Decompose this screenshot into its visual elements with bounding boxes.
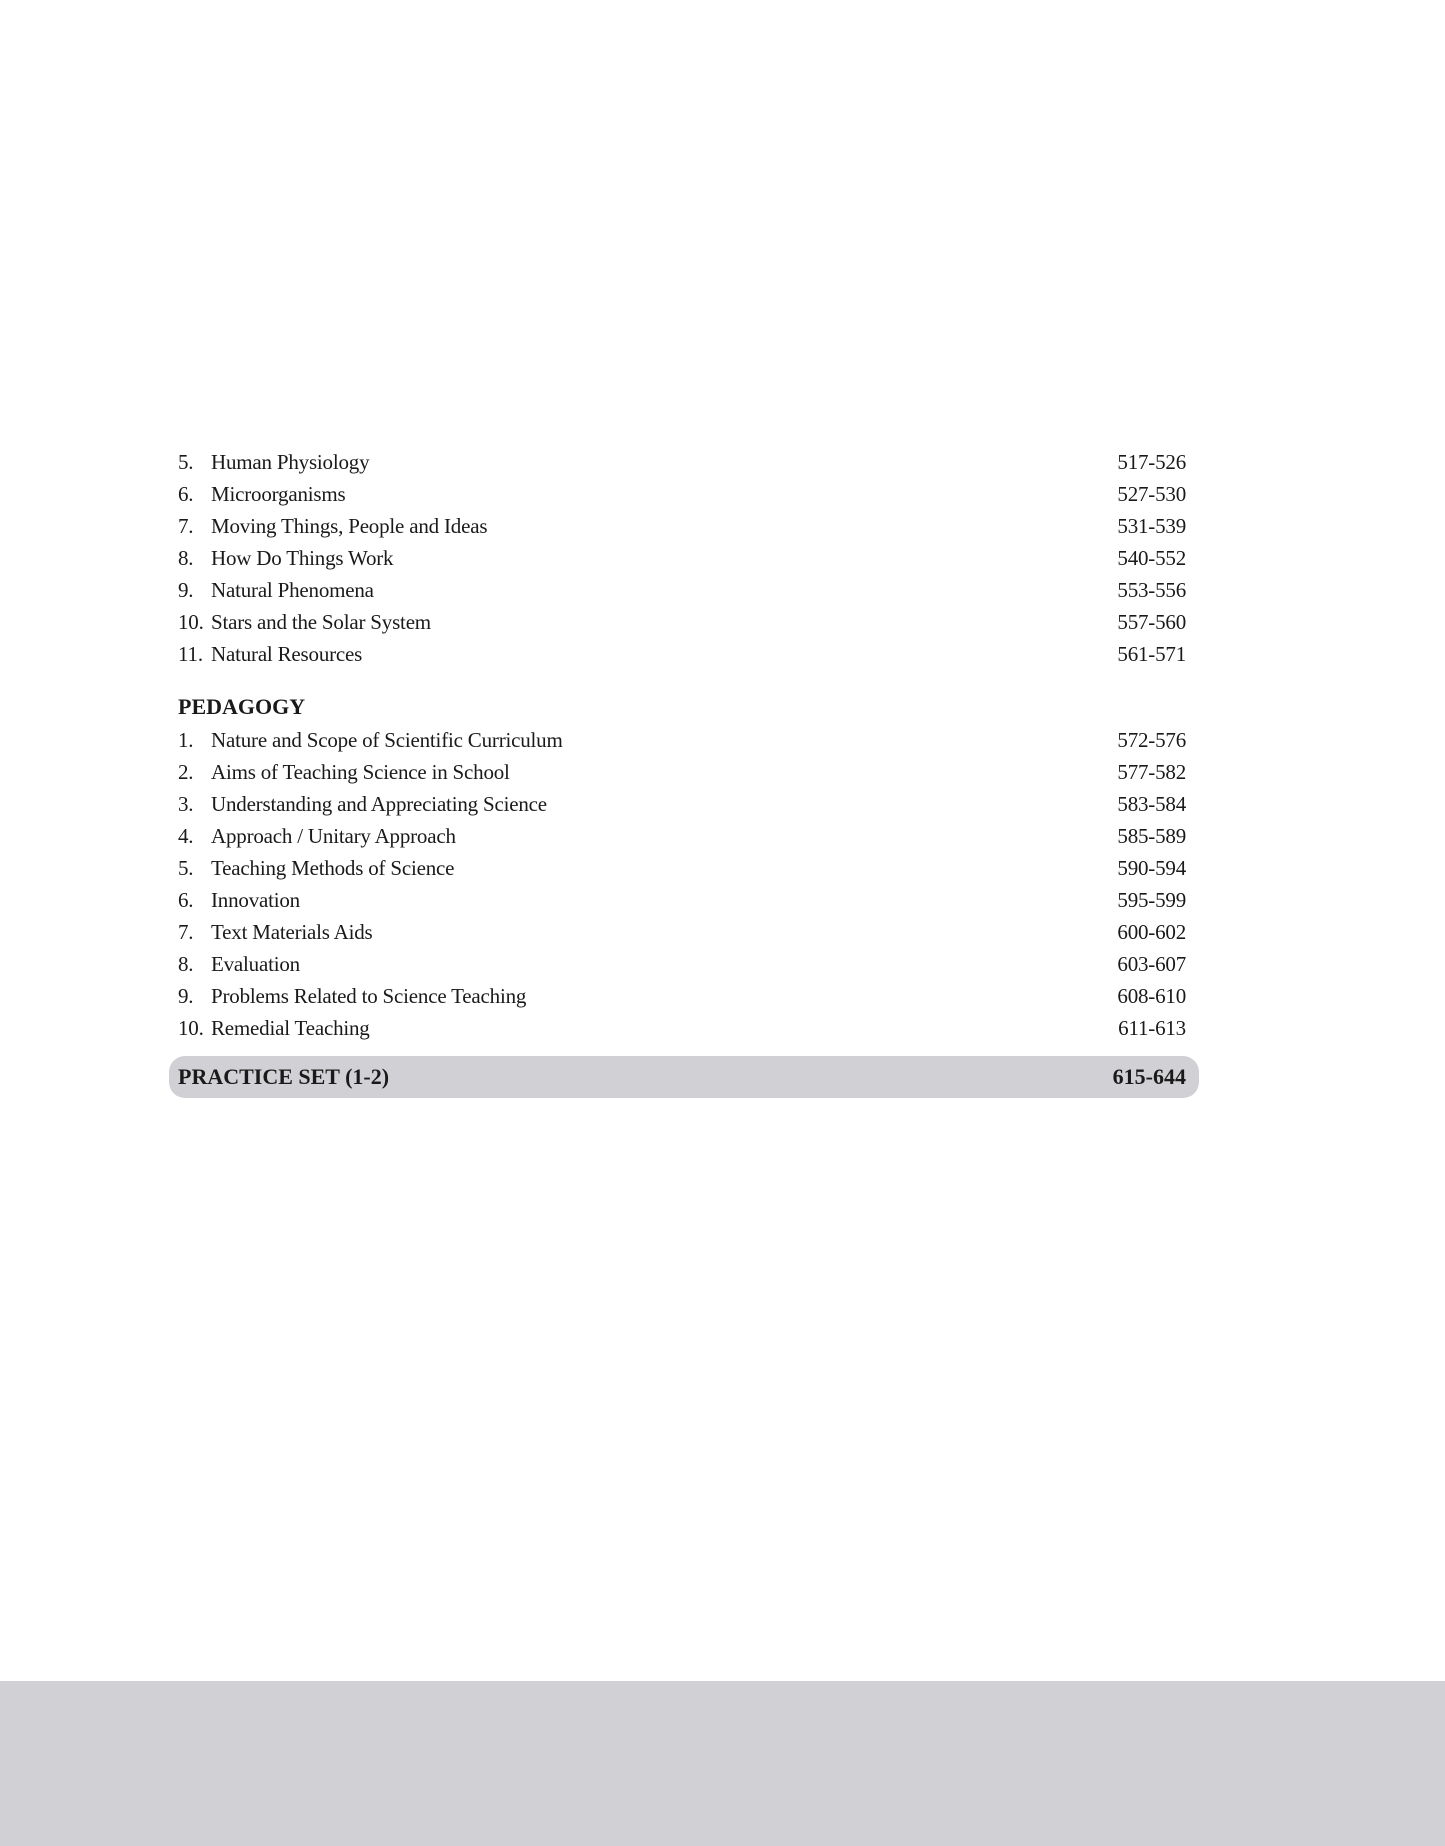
toc-entry-title: Innovation [211,887,300,912]
toc-entry-title: Aims of Teaching Science in School [211,759,510,784]
toc-entry-title: How Do Things Work [211,545,394,570]
toc-entry-title: Stars and the Solar System [211,609,431,634]
toc-entry-pages: 540-552 [1117,545,1186,570]
toc-entry [178,606,1186,638]
toc-entry [178,884,1186,916]
toc-entry-title: Problems Related to Science Teaching [211,983,527,1008]
toc-entry-pages: 595-599 [1117,887,1186,912]
toc-entry [178,980,1186,1012]
toc-entry-title: Understanding and Appreciating Science [211,791,547,816]
toc-entry [178,916,1186,948]
toc-entry-title: Natural Resources [211,641,363,666]
toc-entry-pages: 583-584 [1117,791,1186,816]
toc-entry-pages: 561-571 [1117,641,1186,666]
toc-entry-title: Remedial Teaching [211,1015,370,1040]
toc-entry-number: 4. [178,823,194,848]
toc-entry [178,510,1186,542]
toc-entry-number: 7. [178,513,194,538]
toc-entry-number: 11. [178,641,203,666]
toc-entry-title: Evaluation [211,951,300,976]
toc-entry-pages: 557-560 [1117,609,1186,634]
toc-entry-title: Nature and Scope of Scientific Curriculum [211,727,563,752]
footer-band [0,1681,1445,1846]
toc-entry [178,948,1186,980]
toc-entry [178,1012,1186,1044]
toc-entry-pages: 603-607 [1117,951,1186,976]
toc-entry-pages: 608-610 [1117,983,1186,1008]
table-of-contents [178,446,1186,1044]
toc-entry [178,756,1186,788]
toc-entry-pages: 577-582 [1117,759,1186,784]
toc-entry-number: 1. [178,727,194,752]
toc-entry [178,788,1186,820]
toc-entry-pages: 611-613 [1118,1015,1186,1040]
toc-entry-number: 6. [178,887,194,912]
toc-entry-number: 7. [178,919,194,944]
toc-entry-pages: 585-589 [1117,823,1186,848]
toc-entry-number: 6. [178,481,194,506]
toc-entry-number: 10. [178,609,204,634]
toc-entry-number: 5. [178,449,194,474]
toc-entry-number: 8. [178,545,194,570]
toc-entry-number: 5. [178,855,194,880]
toc-entry-title: Text Materials Aids [211,919,373,944]
practice-set-entry [169,1056,1199,1098]
toc-entry-title: Natural Phenomena [211,577,374,602]
toc-entry [178,820,1186,852]
toc-entry-title: Teaching Methods of Science [211,855,455,880]
toc-entry-pages: 517-526 [1117,449,1186,474]
toc-entry-title: Moving Things, People and Ideas [211,513,488,538]
toc-entry [178,542,1186,574]
toc-entry-number: 8. [178,951,194,976]
toc-pedagogy-list [178,724,1186,1044]
section-heading-pedagogy: PEDAGOGY [178,694,306,719]
toc-entry-number: 9. [178,983,194,1008]
toc-entry-number: 3. [178,791,194,816]
toc-entry-number: 9. [178,577,194,602]
toc-entry-pages: 531-539 [1117,513,1186,538]
toc-entry-pages: 572-576 [1117,727,1186,752]
practice-set-pages: 615-644 [1112,1064,1186,1089]
toc-entry [178,724,1186,756]
toc-entry-title: Approach / Unitary Approach [211,823,456,848]
toc-entry-pages: 527-530 [1117,481,1186,506]
toc-entry-pages: 553-556 [1117,577,1186,602]
toc-entry-title: Human Physiology [211,449,370,474]
toc-entry [178,638,1186,670]
toc-entry [178,852,1186,884]
toc-entry-number: 10. [178,1015,204,1040]
toc-continued-list [178,446,1186,670]
toc-entry-title: Microorganisms [211,481,346,506]
toc-entry [178,574,1186,606]
toc-entry-number: 2. [178,759,194,784]
toc-entry [178,478,1186,510]
toc-entry-pages: 600-602 [1117,919,1186,944]
toc-entry-pages: 590-594 [1117,855,1186,880]
toc-entry [178,446,1186,478]
practice-set-title: PRACTICE SET (1-2) [178,1064,390,1089]
